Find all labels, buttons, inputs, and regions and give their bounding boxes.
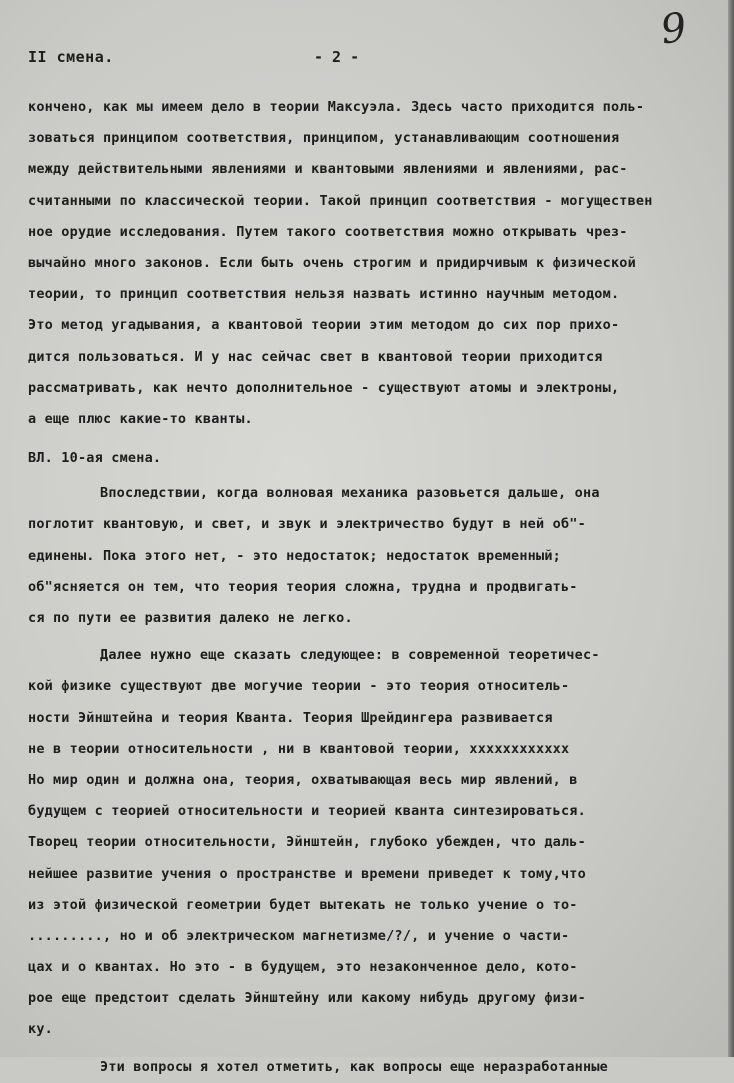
text-line: Эти вопросы я хотел отметить, как вопросы еще неразработанные xyxy=(100,1058,608,1075)
text-line: кой физике существуют две могучие теории - это теория относитель- xyxy=(28,678,570,695)
text-line: ку. xyxy=(28,1021,53,1038)
page-edge-shadow xyxy=(728,0,734,1057)
text-line: вычайно много законов. Если быть очень строгим и придирчивым к физической xyxy=(28,254,636,271)
text-line: поглотит квантовую, и свет, и звук и электричество будут в ней об"- xyxy=(28,516,586,533)
document-body xyxy=(28,92,720,1083)
text-line: ное орудие исследования. Путем такого соответствия можно открывать чрез- xyxy=(28,223,628,240)
text-line: ........., но и об электрическом магнетизме/?/, и учение о части- xyxy=(28,927,570,944)
text-line: Творец теории относительности, Эйнштейн, глубоко убежден, что даль- xyxy=(28,834,586,851)
text-line: рое еще предстоит сделать Эйнштейну или какому нибудь другому физи- xyxy=(28,990,586,1007)
paragraph-1 xyxy=(28,92,720,435)
text-line: Но мир один и должна она, теория, охватывающая весь мир явлений, в xyxy=(28,771,578,788)
text-line: а еще плюс какие-то кванты. xyxy=(28,410,253,427)
text-line: Далее нужно еще сказать следующее: в современной теоретичес- xyxy=(100,647,600,664)
text-line: ности Эйнштейна и теория Кванта. Теория Шрейдингера развивается xyxy=(28,709,553,726)
text-line: единены. Пока этого нет, - это недостаток; недостаток временный; xyxy=(28,547,561,564)
section-heading: ВЛ. 10-ая смена. xyxy=(28,450,162,467)
handwritten-folio-number: 9 xyxy=(657,4,690,54)
text-line: между действительными явлениями и квантовыми явлениями и явлениями, рас- xyxy=(28,161,628,178)
paragraph-2 xyxy=(28,478,720,634)
page-header xyxy=(22,4,712,72)
text-line: не в теории относительности , ни в квантовой теории, xxxxxxxxxxxx xyxy=(28,740,570,757)
text-line: Это метод угадывания, а квантовой теории этим методом до сих пор прихо- xyxy=(28,317,620,334)
text-line: Впоследствии, когда волновая механика разовьется дальше, она xyxy=(100,485,600,502)
text-line: цах и о квантах. Но это - в будущем, это незаконченное дело, кото- xyxy=(28,959,578,976)
text-line: будущем с теорией относительности и теорией кванта синтезироваться. xyxy=(28,803,586,820)
text-line: из этой физической геометрии будет вытекать не только учение о то- xyxy=(28,896,578,913)
text-line: нейшее развитие учения о пространстве и времени приведет к тому,что xyxy=(28,865,586,882)
text-line: считанными по классической теории. Такой принцип соответствия - могуществен xyxy=(28,192,653,209)
text-line: зоваться принципом соответствия, принципом, устанавливающим соотношения xyxy=(28,130,620,147)
paragraph-4 xyxy=(28,1052,720,1083)
text-line: рассматривать, как нечто дополнительное - существуют атомы и электроны, xyxy=(28,379,620,396)
text-line: теории, то принцип соответствия нельзя назвать истинно научным методом. xyxy=(28,286,620,303)
text-line: дится пользоваться. И у нас сейчас свет в квантовой теории приходится xyxy=(28,348,603,365)
paragraph-3 xyxy=(28,640,720,1045)
text-line: об"ясняется он тем, что теория теория сложна, трудна и продвигать- xyxy=(28,578,578,595)
page-number: - 2 - xyxy=(314,48,360,66)
text-line: кончено, как мы имеем дело в теории Максуэла. Здесь часто приходится поль- xyxy=(28,99,645,115)
text-line: ся по пути ее развития далеко не легко. xyxy=(28,610,353,626)
shift-label: II смена. xyxy=(28,48,114,66)
